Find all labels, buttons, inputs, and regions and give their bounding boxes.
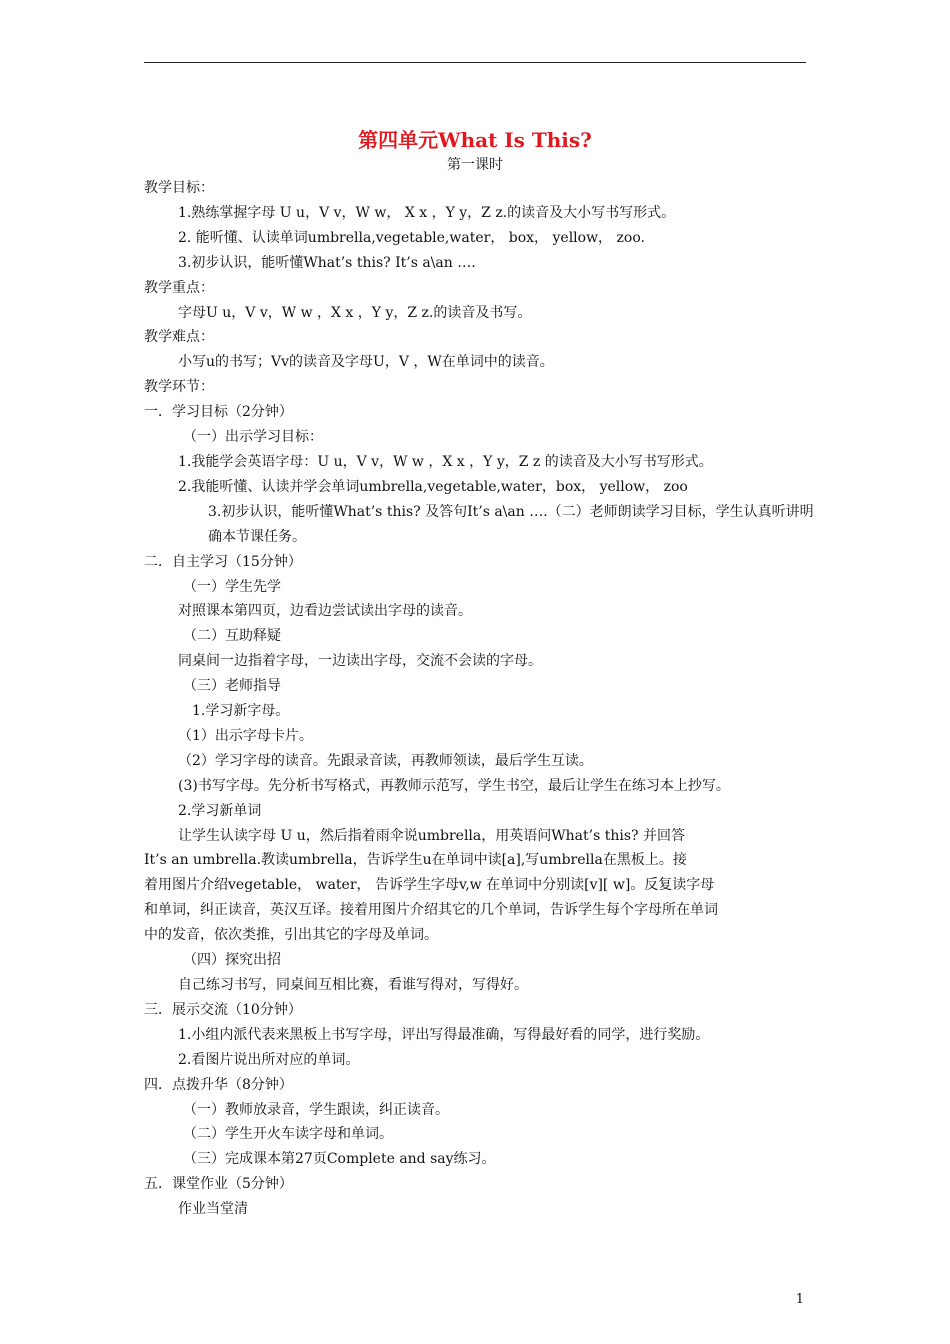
text-line: 字母U u，V v，W w ，X x ，Y y，Z z.的读音及书写。 [178, 304, 532, 321]
section-heading: 三．展示交流（10分钟） [144, 1001, 302, 1018]
text-line: 3.初步认识，能听懂What’s this? 及答句It’s a\an ….（二）老师朗读学习目标，学生认真听讲明确本节课任务。 [208, 503, 814, 545]
text-line: （1）出示字母卡片。 [178, 727, 313, 744]
text-line: 1.熟练掌握字母 U u，V v，W w， X x ，Y y，Z z.的读音及大小写书写形式。 [178, 204, 676, 221]
text-line: （一）出示学习目标： [183, 429, 323, 446]
text-line: (3)书写字母。先分析书写格式，再教师示范写，学生书空，最后让学生在练习本上抄写。 [178, 777, 730, 794]
text-line: 教学环节： [144, 379, 214, 396]
text-line: 作业当堂清 [178, 1201, 248, 1218]
text-line: （三）老师指导 [183, 678, 281, 695]
text-line: 1.我能学会英语字母：U u，V v，W w ，X x ，Y y，Z z 的读音及大小写书写形式。 [178, 453, 713, 470]
text-line: 教学目标： [144, 180, 214, 196]
text-line: 小写u的书写；Vv的读音及字母U，V ，W在单词中的读音。 [178, 354, 554, 371]
text-line: 让学生认读字母 U u，然后指着雨伞说umbrella，用英语问What’s this? 并回答 [178, 827, 685, 844]
text-line: 2.看图片说出所对应的单词。 [178, 1051, 360, 1068]
text-line: 自己练习书写，同桌间互相比赛，看谁写得对，写得好。 [178, 977, 528, 993]
document-body [144, 176, 820, 1222]
text-line: 3.初步认识，能听懂What’s this? It’s a\an …. [178, 254, 476, 271]
text-line: 2.我能听懂、认读并学会单词umbrella,vegetable,water，box， yellow， zoo [178, 478, 688, 495]
text-line: 同桌间一边指着字母，一边读出字母，交流不会读的字母。 [178, 653, 542, 670]
text-line: 1.学习新字母。 [192, 703, 290, 720]
text-line: （一）教师放录音，学生跟读，纠正读音。 [183, 1101, 449, 1118]
page-subtitle: 第一课时 [447, 157, 503, 173]
text-line: 着用图片介绍vegetable， water， 告诉学生字母v,w 在单词中分别读[v][ w]。反复读字母 [144, 877, 715, 894]
text-line: （2）学习字母的读音。先跟录音读，再教师领读，最后学生互读。 [178, 752, 593, 769]
page-title: 第四单元What Is This? [358, 128, 592, 152]
text-line: It’s an umbrella.教读umbrella，告诉学生u在单词中读[a],写umbrella在黑板上。接 [144, 852, 687, 869]
text-line: 1.小组内派代表来黑板上书写字母，评出写得最准确，写得最好看的同学，进行奖励。 [178, 1026, 710, 1043]
page-number: 1 [795, 1292, 804, 1307]
section-heading: 五．课堂作业（5分钟） [144, 1176, 293, 1193]
text-line: 对照课本第四页，边看边尝试读出字母的读音。 [178, 603, 472, 620]
header-rule [144, 62, 806, 63]
text-line: （二）互助释疑 [183, 628, 281, 645]
section-heading: 四．点拨升华（8分钟） [144, 1076, 293, 1093]
text-line: 2. 能听懂、认读单词umbrella,vegetable,water， box， yellow， zoo. [178, 229, 645, 246]
text-line: （三）完成课本第27页Complete and say练习。 [183, 1151, 496, 1168]
text-line: （一）学生先学 [183, 578, 281, 595]
text-line: 和单词，纠正读音，英汉互译。接着用图片介绍其它的几个单词，告诉学生每个字母所在单词 [144, 902, 718, 919]
text-line: （二）学生开火车读字母和单词。 [183, 1126, 393, 1143]
text-line: （四）探究出招 [183, 952, 281, 969]
section-heading: 一．学习目标（2分钟） [144, 404, 293, 421]
section-heading: 二．自主学习（15分钟） [144, 553, 302, 570]
text-line: 2.学习新单词 [178, 802, 262, 819]
text-line: 教学难点： [144, 329, 214, 346]
text-line: 教学重点： [144, 279, 214, 296]
text-line: 中的发音，依次类推，引出其它的字母及单词。 [144, 927, 438, 944]
